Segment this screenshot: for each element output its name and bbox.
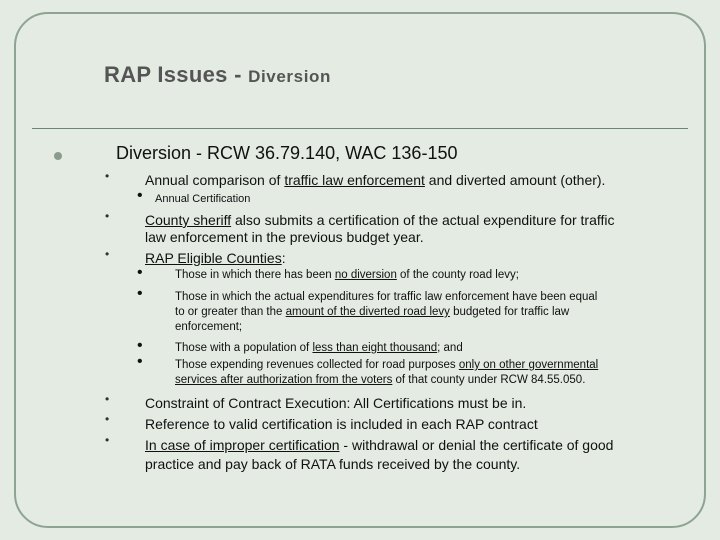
- eligible-expenditures-line2: to or greater than the amount of the diverted road levy budgeted for traffic law: [175, 306, 570, 318]
- item-improper-certification: In case of improper certification - withdrawal or denial the certificate of good: [145, 437, 614, 453]
- eligible-revenues-line2: services after authorization from the voters of that county under RCW 84.55.050.: [175, 374, 586, 386]
- level2-bullet: •: [105, 433, 110, 447]
- level2-bullet: •: [105, 247, 110, 261]
- title-main: RAP Issues -: [104, 62, 249, 87]
- level3-bullet: •: [137, 285, 143, 302]
- level2-bullet: •: [105, 209, 110, 223]
- item-annual-comparison: Annual comparison of traffic law enforcement and diverted amount (other).: [145, 172, 606, 188]
- item-valid-certification: Reference to valid certification is included in each RAP contract: [145, 416, 538, 432]
- section-heading: Diversion - RCW 36.79.140, WAC 136-150: [116, 143, 458, 163]
- level2-bullet: •: [105, 169, 110, 183]
- title-sub: Diversion: [248, 67, 331, 86]
- item-annual-certification: Annual Certification: [155, 193, 251, 205]
- eligible-population: Those with a population of less than eight thousand; and: [175, 342, 463, 354]
- item-contract-constraint: Constraint of Contract Execution: All Certifications must be in.: [145, 395, 527, 411]
- eligible-expenditures-line3: enforcement;: [175, 321, 243, 333]
- eligible-expenditures-line1: Those in which the actual expenditures for traffic law enforcement have been equal: [175, 291, 598, 303]
- item-county-sheriff-line2: law enforcement in the previous budget year.: [145, 229, 424, 245]
- item-improper-certification-line2: practice and pay back of RATA funds received by the county.: [145, 456, 521, 472]
- eligible-no-diversion: Those in which there has been no diversion of the county road levy;: [175, 269, 519, 281]
- item-county-sheriff: County sheriff also submits a certification of the actual expenditure for traffic: [145, 212, 615, 228]
- item-rap-eligible: RAP Eligible Counties:: [145, 250, 286, 266]
- level2-bullet: •: [105, 392, 110, 406]
- level1-bullet: [54, 152, 62, 160]
- level3-bullet: •: [137, 264, 143, 281]
- eligible-revenues-line1: Those expending revenues collected for road purposes only on other governmental: [175, 359, 599, 371]
- title-divider: [32, 128, 688, 129]
- slide-title: [104, 62, 331, 88]
- level3-bullet: •: [137, 337, 143, 354]
- level3-bullet: •: [137, 187, 143, 204]
- level3-bullet: •: [137, 353, 143, 370]
- level2-bullet: •: [105, 412, 110, 426]
